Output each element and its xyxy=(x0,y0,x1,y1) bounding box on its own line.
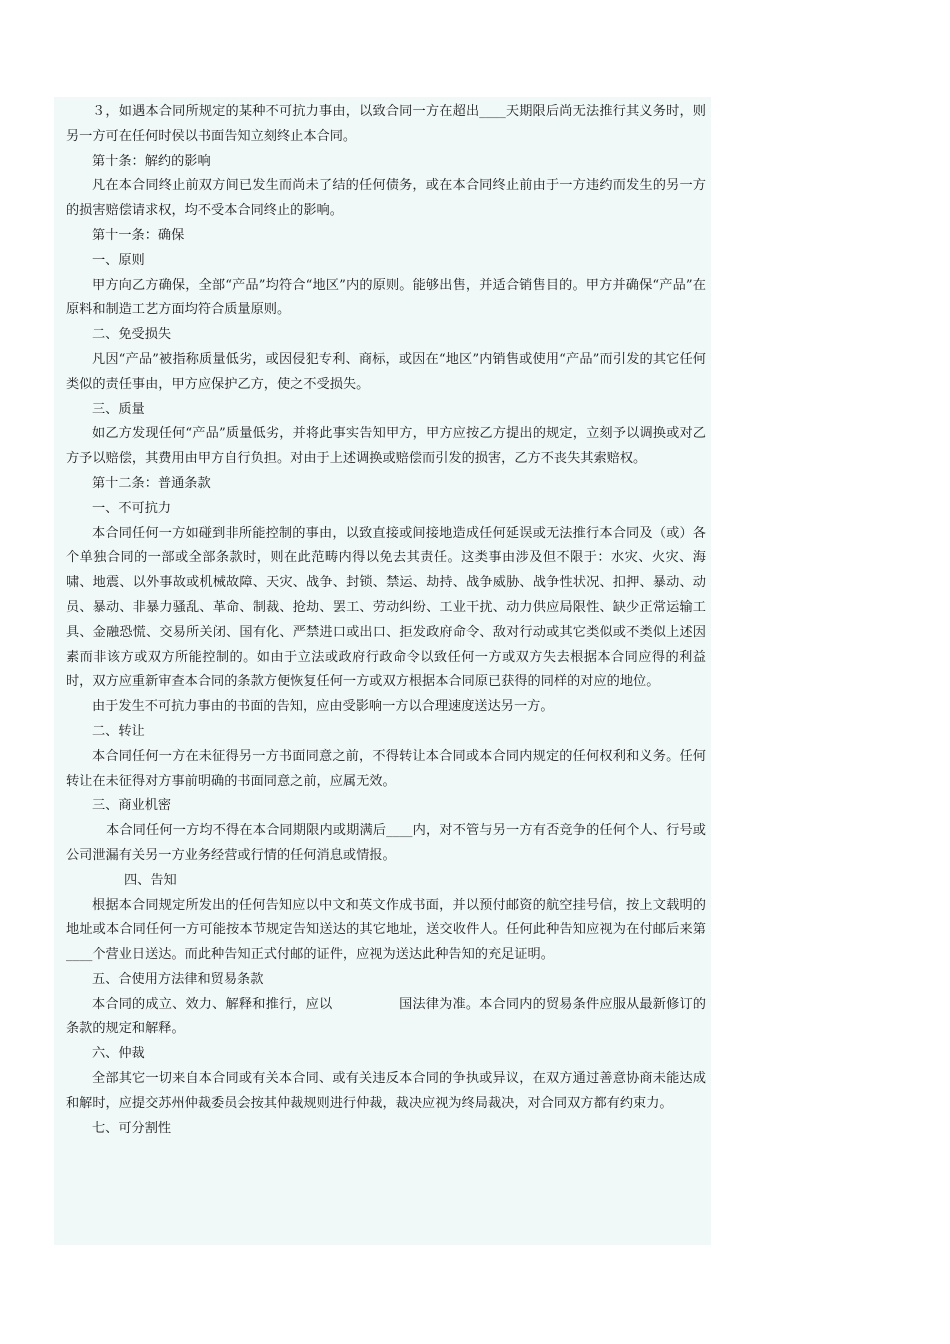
paragraph: 凡因“产品”被指称质量低劣，或因侵犯专利、商标，或因在“地区”内销售或使用“产品”而引发的其它任何类似的责任事由，甲方应保护乙方，使之不受损失。 xyxy=(66,351,706,392)
section-heading: 一、原则 xyxy=(92,252,145,268)
paragraph: 本合同的成立、效力、解释和推行，应以 国法律为准。本合同内的贸易条件应服从最新修订的 条款的规定和解释。 xyxy=(66,996,772,1037)
article-heading-10: 第十条：解约的影响 xyxy=(92,153,211,169)
section-heading: 六、仲裁 xyxy=(92,1046,145,1062)
section-heading: 一、不可抗力 xyxy=(92,500,172,516)
section-heading: 二、转让 xyxy=(92,723,145,739)
article-heading-11: 第十一条：确保 xyxy=(92,227,185,243)
paragraph: 凡在本合同终止前双方间已发生而尚未了结的任何债务，或在本合同终止前由于一方违约而发生的另一方的损害赔偿请求权，均不受本合同终止的影响。 xyxy=(66,178,706,219)
section-heading: 七、可分割性 xyxy=(92,1120,172,1136)
section-heading: 三、商业机密 xyxy=(92,798,172,814)
paragraph: 全部其它一切来自本合同或有关本合同、或有关违反本合同的争执或异议，在双方通过善意协商未能达成和解时，应提交苏州仲裁委员会按其仲裁规则进行仲裁，裁决应视为终局裁决，对合同双方都有约束力。 xyxy=(66,1071,706,1111)
section-heading: 二、免受损失 xyxy=(92,327,172,343)
paragraph: 由于发生不可抗力事由的书面的告知，应由受影响一方以合理速度送达另一方。 xyxy=(92,699,554,715)
paragraph: 本合同任何一方如碰到非所能控制的事由，以致直接或间接地造成任何延误或无法推行本合同及（或）各个单独合同的一部或全部条款时，则在此范畴内得以免去其责任。这类事由涉及但不限于：水灾、火灾、海啸、地震、以外事故或机械故障、天灾、战争、封锁、禁运、劫持、战争威胁、战争性状况、扣押、暴动、动员、暴动、非暴力骚乱、革命、制裁、抢劫、罢工、劳动纠纷、工业干扰、动力供应局限性、缺少正常运输工具、金融恐慌、交易所关闭、国有化、严禁进口或出口、拒发政府命令、敌对行动或其它类似或不类似上述因素而非该方或双方所能控制的。如由于立法或政府行政命令以致任何一方或双方失去根据本合同应得的利益时，双方应重新审查本合同的条款方便恢复任何一方或双方根据本合同原已获得的同样的对应的地位。 xyxy=(66,525,706,690)
section-heading: 三、质量 xyxy=(92,401,145,417)
paragraph: 如乙方发现任何“产品”质量低劣，并将此事实告知甲方，甲方应按乙方提出的规定，立刻予以调换或对乙方予以赔偿，其费用由甲方自行负担。对由于上述调换或赔偿而引发的损害，乙方不丧失其索赔权。 xyxy=(66,426,706,467)
clause-force-majeure-termination: ３，如遇本合同所规定的某种不可抗力事由，以致合同一方在超出____天期限后尚无法推行其义务时，则另一方可在任何时侯以书面告知立刻终止本合同。 xyxy=(66,104,706,144)
article-heading-12: 第十二条：普通条款 xyxy=(92,475,211,491)
section-heading: 五、合使用方法律和贸易条款 xyxy=(92,971,264,987)
paragraph: 甲方向乙方确保，全部“产品”均符合“地区”内的原则。能够出售，并适合销售目的。甲方并确保“产品”在原料和制造工艺方面均符合质量原则。 xyxy=(66,277,706,318)
section-heading: 四、告知 xyxy=(124,872,177,888)
paragraph: 根据本合同规定所发出的任何告知应以中文和英文作成书面，并以预付邮资的航空挂号信，按上文载明的地址或本合同任何一方可能按本节规定告知送达的其它地址，送交收件人。任何此种告知应视为在付邮后来第____个营业日送达。而此种告知正式付邮的证件，应视为送达此种告知的充足证明。 xyxy=(66,897,706,963)
paragraph: 本合同任何一方在未征得另一方书面同意之前，不得转让本合同或本合同内规定的任何权利和义务。任何转让在未征得对方事前明确的书面同意之前，应属无效。 xyxy=(66,748,706,789)
paragraph: 本合同任何一方均不得在本合同期限内或期满后____内，对不管与另一方有否竞争的任何个人、行号或公司泄漏有关另一方业务经营或行情的任何消息或情报。 xyxy=(66,823,706,863)
document-body xyxy=(66,100,772,1141)
